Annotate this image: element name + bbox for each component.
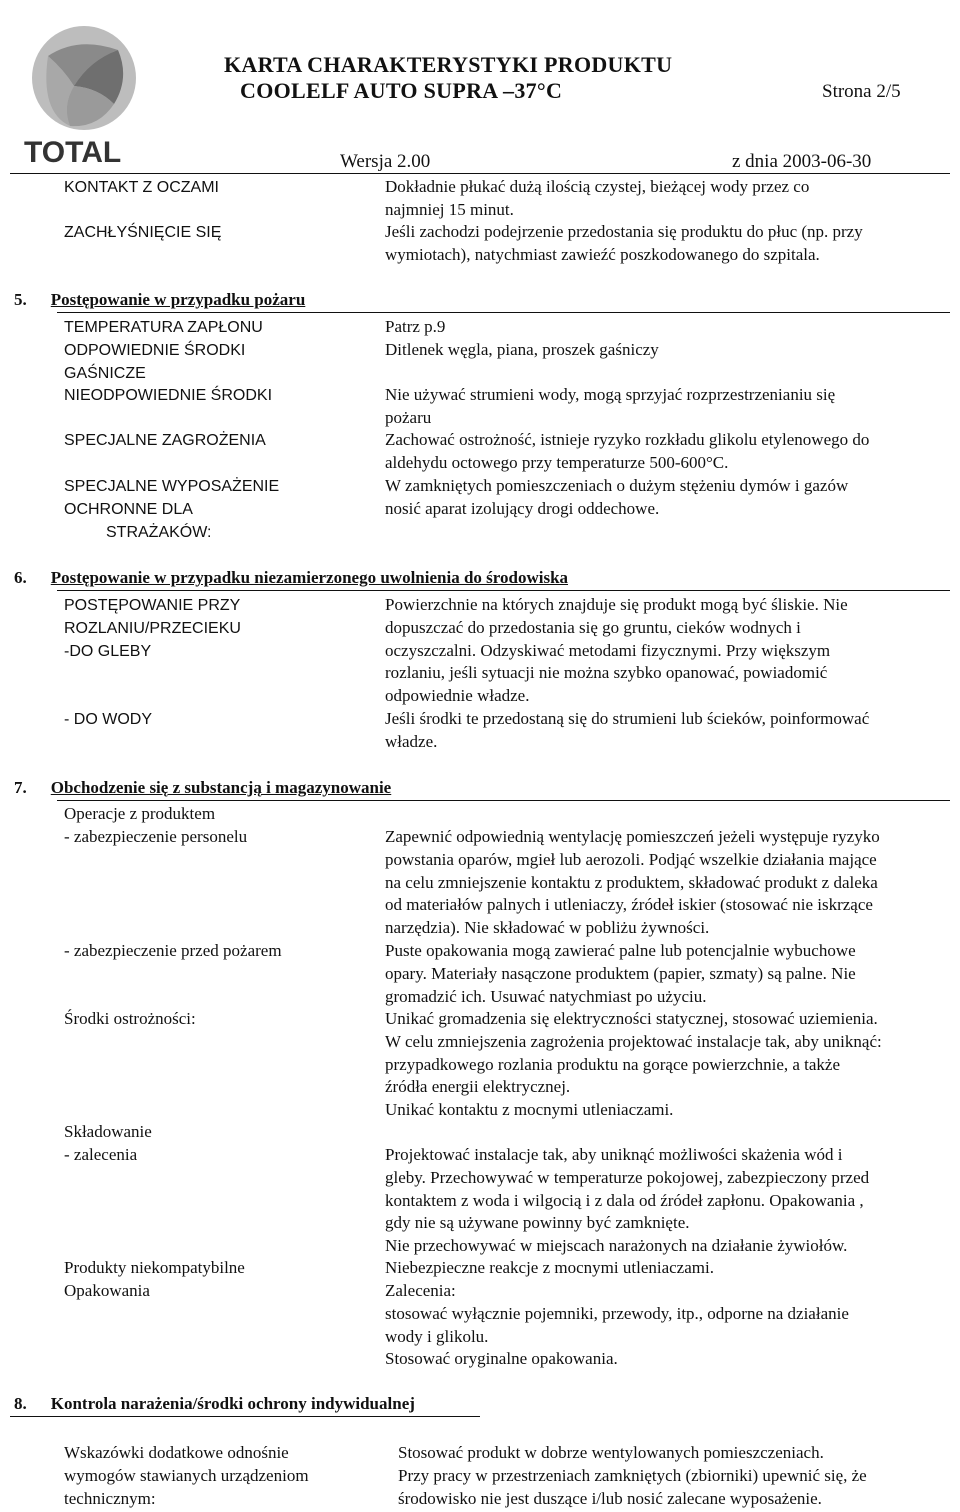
text-unsuitable-media: Nie używać strumieni wody, mogą sprzyjać rozprzestrzenianiu się pożaru <box>385 385 836 427</box>
section7-rule <box>57 800 950 801</box>
label-incompatible: Produkty niekompatybilne <box>64 1258 245 1277</box>
text-personnel-protection: Zapewnić odpowiednią wentylację pomieszczeń jeżeli występuje ryzyko powstania oparów, mgieł lub aerozoli. Podjąć wszelkie działania mające na celu zmniejszenie kontaktu z produktem, składować produkt z daleka od materiałów palnych i utleniaczy, źródeł iskier (stosować nie iskrzące narzędzia). Nie składować w pobliżu żywności. <box>385 827 880 938</box>
header-divider <box>10 173 950 174</box>
text-additional-guidance: Stosować produkt w dobrze wentylowanych pomieszczeniach. Przy pracy w przestrzeniach zamkniętych (zbiorniki) upewnić się, że środowisko nie jest duszące i/lub nosić zalecane wyposażenie. <box>398 1443 867 1508</box>
label-personnel-protection: - zabezpieczenie personelu <box>64 827 248 846</box>
label-spill-soil: POSTĘPOWANIE PRZY ROZLANIU/PRZECIEKU -DO GLEBY <box>64 597 241 660</box>
total-logo-icon <box>18 16 150 166</box>
label-storage: Składowanie - zalecenia <box>64 1122 152 1164</box>
text-aspiration: Jeśli zachodzi podejrzenie przedostania się produktu do płuc (np. przy wymiotach), natychmiast zawieźć poszkodowanego do szpitala. <box>385 222 863 264</box>
product-name: COOLELF AUTO SUPRA –37°C <box>240 78 563 103</box>
label-suitable-media: ODPOWIEDNIE ŚRODKI GAŚNICZE <box>64 342 246 382</box>
text-protective-equipment: W zamkniętych pomieszczeniach o dużym stężeniu dymów i gazów nosić aparat izolujący drogi oddechowe. <box>385 476 849 518</box>
label-spill-water: - DO WODY <box>64 711 152 728</box>
section6-rule <box>57 590 950 591</box>
label-precautions: Środki ostrożności: <box>64 1009 196 1028</box>
version-date: z dnia 2003-06-30 <box>732 151 872 172</box>
document-title: KARTA CHARAKTERYSTYKI PRODUKTU <box>224 52 673 77</box>
section8-heading: 8. Kontrola narażenia/środki ochrony indywidualnej <box>14 1394 415 1413</box>
text-suitable-media: Ditlenek węgla, piana, proszek gaśniczy <box>385 340 659 359</box>
label-handling: Operacje z produktem <box>64 804 216 823</box>
text-fire-protection: Puste opakowania mogą zawierać palne lub potencjalnie wybuchowe opary. Materiały nasączone produktem (papier, szmaty) są palne. Nie gromadzić ich. Usuwać natychmiast po użyciu. <box>385 941 856 1006</box>
text-packaging: Zalecenia: stosować wyłącznie pojemniki, przewody, itp., odporne na działanie wody i glikolu. Stosować oryginalne opakowania. <box>385 1281 849 1369</box>
section6-heading: 6. Postępowanie w przypadku niezamierzonego uwolnienia do środowiska <box>14 568 569 587</box>
label-eye-contact: KONTAKT Z OCZAMI <box>64 179 219 196</box>
label-additional-guidance: Wskazówki dodatkowe odnośnie wymogów stawianych urządzeniom technicznym: <box>64 1443 309 1508</box>
section5-heading: 5. Postępowanie w przypadku pożaru <box>14 290 306 309</box>
section7-heading: 7. Obchodzenie się z substancją i magazynowanie <box>14 778 392 797</box>
label-protective-equipment: SPECJALNE WYPOSAŻENIE OCHRONNE DLA STRAŻAKÓW: <box>64 478 280 541</box>
text-spill-water: Jeśli środki te przedostaną się do strumieni lub ścieków, poinformować władze. <box>385 709 870 751</box>
version-label: Wersja 2.00 <box>340 151 431 172</box>
text-precautions: Unikać gromadzenia się elektryczności statycznej, stosować uziemienia. W celu zmniejszenia zagrożenia projektować instalacje tak, aby uniknąć: przypadkowego rozlania produktu na gorące powierzchnie, a także źródła energii elektrycznej. Unikać kontaktu z mocnymi utleniaczami. <box>385 1009 882 1120</box>
text-spill-soil: Powierzchnie na których znajduje się produkt mogą być śliskie. Nie dopuszczać do przedostania się go gruntu, cieków wodnych i oczyszczalni. Odzyskiwać metodami fizycznymi. Przy większym rozlaniu, jeśli sytuacji nie można szybko opanować, powiadomić odpowiednie władze. <box>385 595 848 706</box>
label-packaging: Opakowania <box>64 1281 150 1300</box>
text-special-hazards: Zachować ostrożność, istnieje ryzyko rozkładu glikolu etylenowego do aldehydu octowego przy temperaturze 500-600°C. <box>385 430 870 472</box>
svg-text:TOTAL: TOTAL <box>24 136 122 166</box>
text-eye-contact: Dokładnie płukać dużą ilością czystej, bieżącej wody przez co najmniej 15 minut. <box>385 177 810 219</box>
label-special-hazards: SPECJALNE ZAGROŻENIA <box>64 432 266 449</box>
total-logo <box>18 16 150 166</box>
section5-rule <box>57 312 950 313</box>
section8-rule <box>10 1416 480 1417</box>
text-storage: Projektować instalacje tak, aby uniknąć możliwości skażenia wód i gleby. Przechowywać w temperaturze pokojowej, zabezpieczony przed kontaktem z woda i wilgocią i z dala od źródeł zapłonu. Opakowania , gdy nie są używane powinny być zamknięte. Nie przechowywać w miejscach narażonych na działanie żywiołów. <box>385 1145 870 1256</box>
label-unsuitable-media: NIEODPOWIEDNIE ŚRODKI <box>64 387 273 404</box>
label-aspiration: ZACHŁYŚNIĘCIE SIĘ <box>64 224 222 241</box>
label-flash-point: TEMPERATURA ZAPŁONU <box>64 319 263 336</box>
page-number: Strona 2/5 <box>822 81 901 102</box>
text-incompatible: Niebezpieczne reakcje z mocnymi utleniaczami. <box>385 1258 714 1277</box>
text-flash-point: Patrz p.9 <box>385 317 446 336</box>
label-fire-protection: - zabezpieczenie przed pożarem <box>64 941 282 960</box>
